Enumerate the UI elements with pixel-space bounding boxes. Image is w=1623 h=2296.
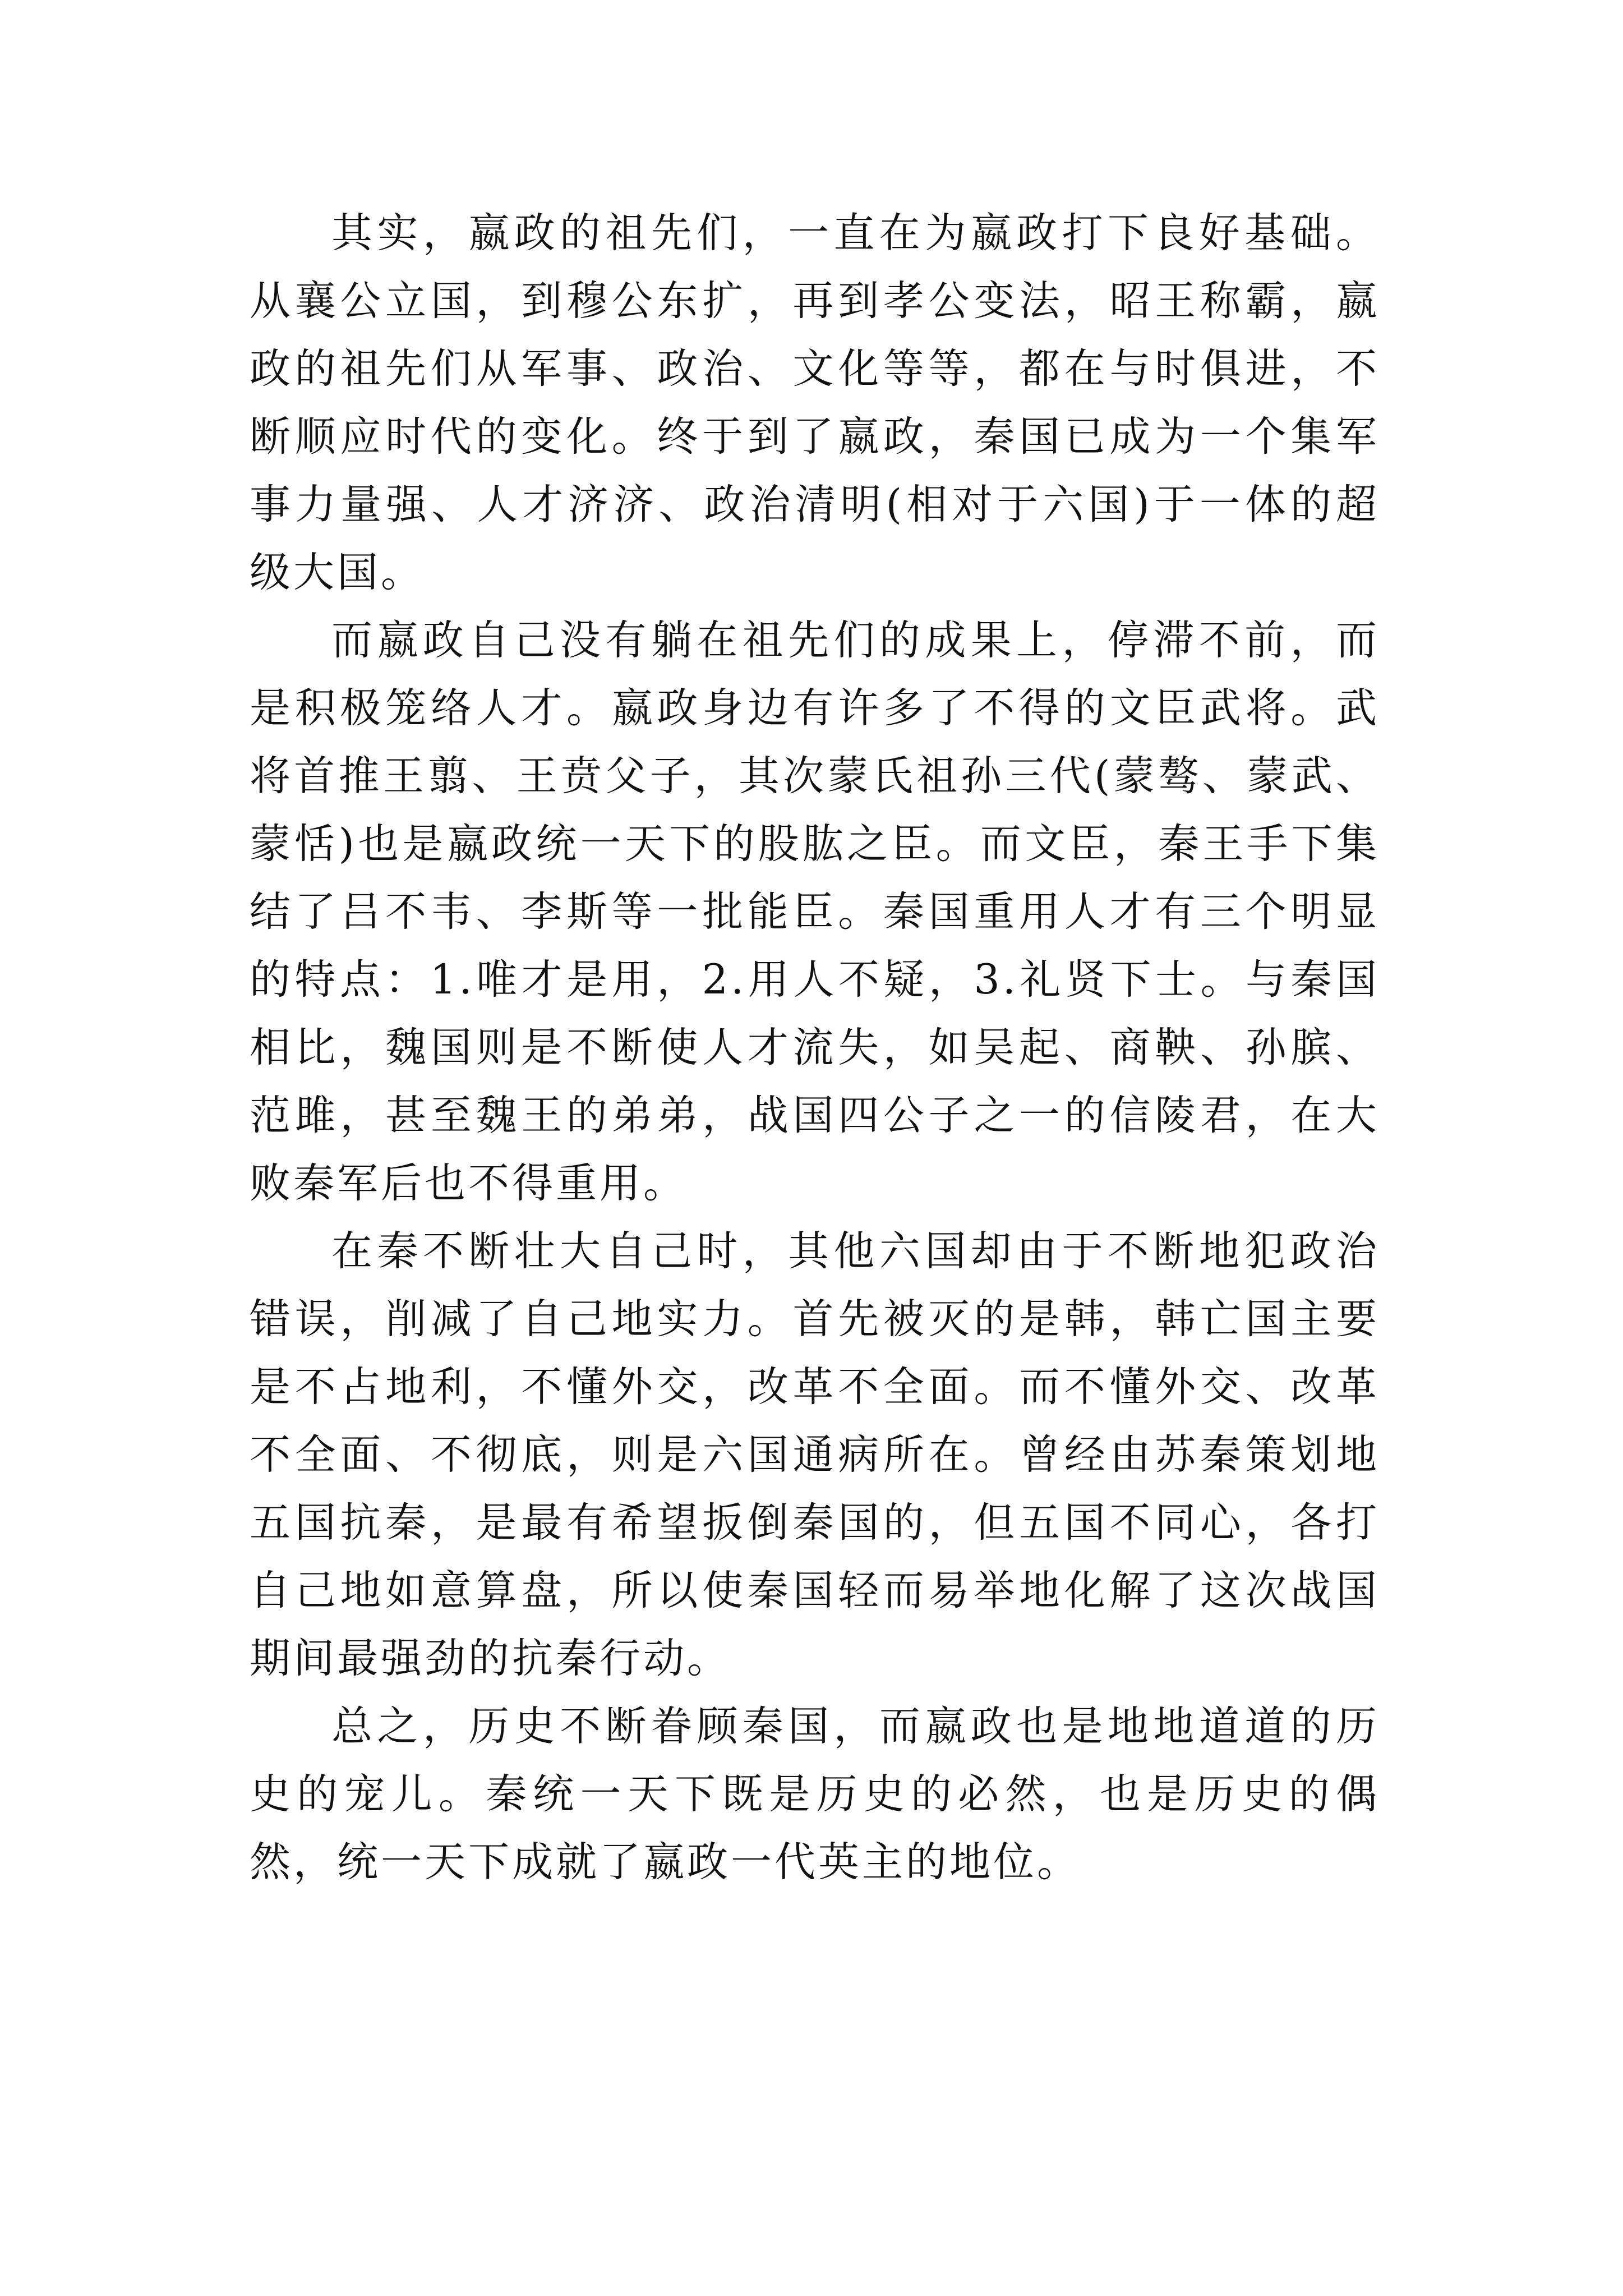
paragraph-3: 在秦不断壮大自己时，其他六国却由于不断地犯政治错误，削减了自己地实力。首先被灭的是韩，韩亡国主要是不占地利，不懂外交，改革不全面。而不懂外交、改革不全面、不彻底，则是六国通病所在。曾经由苏秦策划地五国抗秦，是最有希望扳倒秦国的，但五国不同心，各打自己地如意算盘，所以使秦国轻而易举地化解了这次战国期间最强劲的抗秦行动。 — [250, 1227, 1380, 1682]
paragraph-1: 其实，嬴政的祖先们，一直在为嬴政打下良好基础。从襄公立国，到穆公东扩，再到孝公变法，昭王称霸，嬴政的祖先们从军事、政治、文化等等，都在与时俱进，不断顺应时代的变化。终于到了嬴政，秦国已成为一个集军事力量强、人才济济、政治清明(相对于六国)于一体的超级大国。 — [250, 209, 1380, 596]
paragraph-2: 而嬴政自己没有躺在祖先们的成果上，停滞不前，而是积极笼络人才。嬴政身边有许多了不得的文臣武将。武将首推王翦、王贲父子，其次蒙氏祖孙三代(蒙骜、蒙武、蒙恬)也是嬴政统一天下的股肱之臣。而文臣，秦王手下集结了吕不韦、李斯等一批能臣。秦国重用人才有三个明显的特点：1.唯才是用，2.用人不疑，3.礼贤下士。与秦国相比，魏国则是不断使人才流失，如吴起、商鞅、孙膑、范雎，甚至魏王的弟弟，战国四公子之一的信陵君，在大败秦军后也不得重用。 — [250, 616, 1380, 1207]
body-text — [250, 199, 1380, 1896]
paragraph-4: 总之，历史不断眷顾秦国，而嬴政也是地地道道的历史的宠儿。秦统一天下既是历史的必然，也是历史的偶然，统一天下成就了嬴政一代英主的地位。 — [250, 1703, 1380, 1886]
